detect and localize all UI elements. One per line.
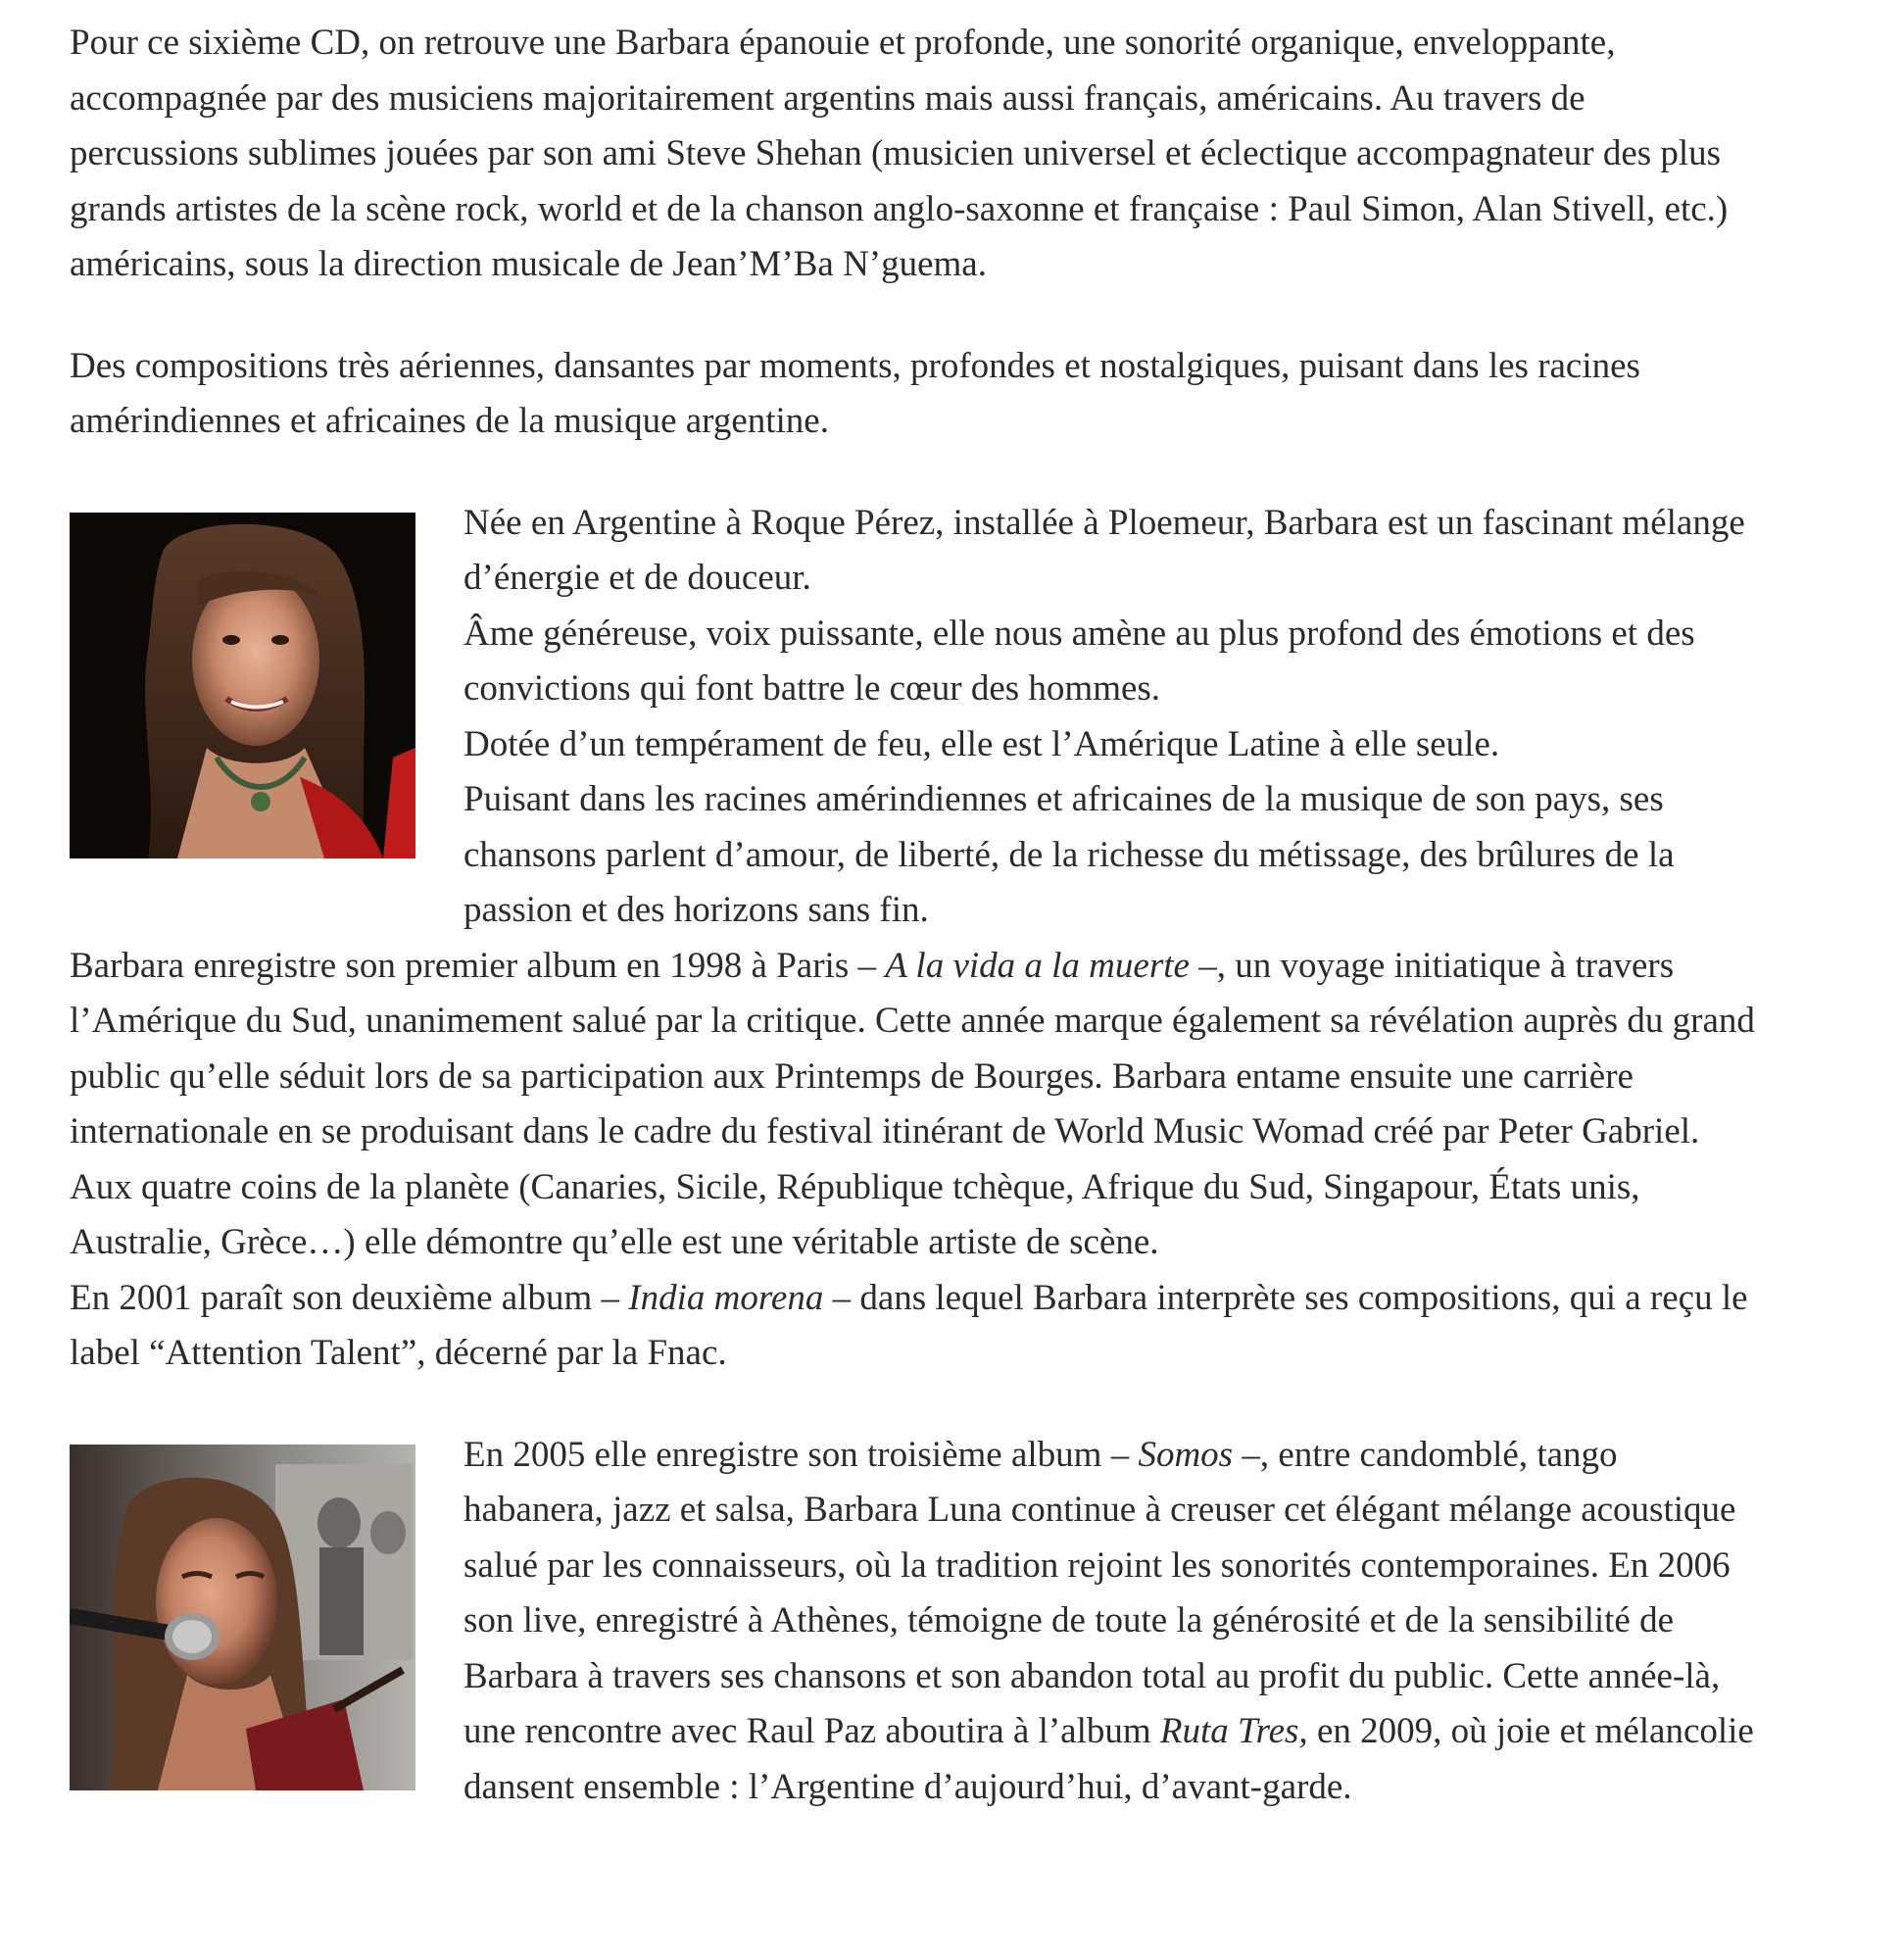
album-title: India morena bbox=[628, 1277, 824, 1318]
career-paragraph-2: Aux quatre coins de la planète (Canaries, Sicile, République tchèque, Afrique du Sud, Singapour, États unis, Australie, Grèce…) elle démontre qu’elle est une véritable artiste de scène. bbox=[70, 1166, 1640, 1262]
bio-line-4: Puisant dans les racines amérindiennes et africaines de la musique de son pays, ses chansons parlent d’amour, de liberté, de la richesse du métissage, des brûlures de la passion et des horizons sans fin. bbox=[463, 779, 1675, 930]
bio-section-1 bbox=[70, 496, 1755, 939]
bio-section-2 bbox=[70, 1428, 1755, 1816]
article-body bbox=[70, 16, 1755, 1815]
career-paragraph-3: En 2001 paraît son deuxième album – India morena – dans lequel Barbara interprète ses compositions, qui a reçu le label “Attention Talent”, décerné par la Fnac. bbox=[70, 1277, 1748, 1373]
bio-line-1: Née en Argentine à Roque Pérez, installée à Ploemeur, Barbara est un fascinant mélange d’énergie et de douceur. bbox=[463, 502, 1745, 598]
intro-paragraph-1: Pour ce sixième CD, on retrouve une Barbara épanouie et profonde, une sonorité organique, enveloppante, accompagnée par des musiciens majoritairement argentins mais aussi français, américains. Au travers de percussions sublimes jouées par son ami Steve Shehan (musicien universel et éclectique accompagnateur des plus grands artistes de la scène rock, world et de la chanson anglo-saxonne et française : Paul Simon, Alan Stivell, etc.) américains, sous la direction musicale de Jean’M’Ba N’guema. bbox=[70, 23, 1729, 284]
intro-paragraph-2: Des compositions très aériennes, dansantes par moments, profondes et nostalgiques, puisant dans les racines amérindiennes et africaines de la musique argentine. bbox=[70, 345, 1640, 441]
singer-microphone-photo bbox=[70, 1445, 415, 1790]
career-paragraph-1: Barbara enregistre son premier album en 1998 à Paris – A la vida a la muerte –, un voyage initiatique à travers l’Amérique du Sud, unanimement salué par la critique. Cette année marque également sa révélation auprès du grand public qu’elle séduit lors de sa participation aux Printemps de Bourges. Barbara entame ensuite une carrière internationale en se produisant dans le cadre du festival itinérant de World Music Womad créé par Peter Gabriel. bbox=[70, 945, 1755, 1152]
album-title: Ruta Tres, bbox=[1159, 1711, 1308, 1751]
bio-paragraph-2: En 2005 elle enregistre son troisième album – Somos –, entre candomblé, tango habanera, jazz et salsa, Barbara Luna continue à creuser cet élégant mélange acoustique salué par les connaisseurs, où la tradition rejoint les sonorités contemporaines. En 2006 son live, enregistré à Athènes, témoigne de toute la générosité et de la sensibilité de Barbara à travers ses chansons et son abandon total au profit du public. Cette année-là, une rencontre avec Raul Paz aboutira à l’album Ruta Tres, en 2009, où joie et mélancolie dansent ensemble : l’Argentine d’aujourd’hui, d’avant-garde. bbox=[463, 1434, 1754, 1807]
album-title: Somos bbox=[1138, 1434, 1234, 1475]
singer-portrait-photo bbox=[70, 513, 415, 858]
bio-line-2: Âme généreuse, voix puissante, elle nous amène au plus profond des émotions et des convictions qui font battre le cœur des hommes. bbox=[463, 612, 1695, 709]
album-title: A la vida a la muerte bbox=[885, 945, 1190, 986]
bio-line-3: Dotée d’un tempérament de feu, elle est l’Amérique Latine à elle seule. bbox=[463, 723, 1500, 764]
